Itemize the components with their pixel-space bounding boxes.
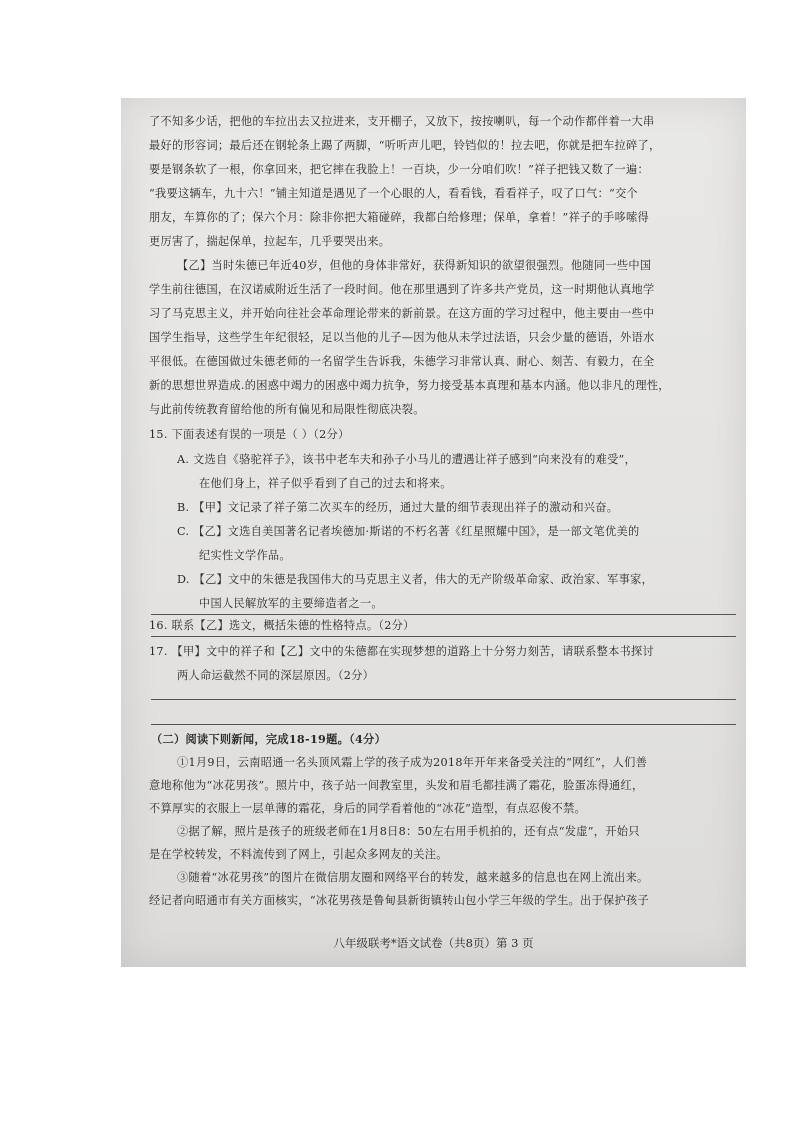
- passage-jia-line: “我要这辆车，九十六！”铺主知道是遇见了一个心眼的人，看看钱，看看祥子，叹了口气：“交个: [149, 187, 639, 200]
- q15-option-c-cont: 纪实性文学作品。: [199, 549, 291, 562]
- passage-jia-line: 要是钢条软了一根，你拿回来，把它摔在我脸上！一百块，少一分咱们吹！”祥子把钱又数了一遍：: [149, 163, 649, 176]
- passage-jia-line: 最好的形容词；最后还在钢轮条上踢了两脚，“听听声儿吧，铃铛似的！拉去吧，你就是把车拉碎了，: [149, 139, 661, 152]
- news-line: ①1月9日，云南昭通一名头顶风霜上学的孩子成为2018年开年来备受关注的“网红”，人们善: [177, 756, 648, 769]
- question-16-stem: 16. 联系【乙】选文，概括朱德的性格特点。（2分）: [149, 619, 415, 632]
- page-footer: 八年级联考*语文试卷（共8页）第 3 页: [333, 936, 534, 950]
- passage-jia-line: 朋友，车算你的了；保六个月：除非你把大箱碰碎，我都白给修理；保单，拿着！”祥子的手哆嗦得: [149, 211, 649, 224]
- passage-yi-line: 【乙】当时朱德已年近40岁，但他的身体非常好，获得新知识的欲望很强烈。他随同一些中国: [177, 259, 652, 272]
- answer-line: [151, 724, 736, 725]
- news-line: 经记者向昭通市有关方面核实，“冰花男孩是鲁甸县新街镇转山包小学三年级的学生。出于保护孩子: [149, 894, 649, 907]
- exam-page-photo: [121, 98, 746, 967]
- question-17-stem: 17. 【甲】文中的祥子和【乙】文中的朱德都在实现梦想的道路上十分努力刻苦，请联系整本书探讨: [149, 645, 655, 658]
- passage-yi-line: 与此前传统教育留给他的所有偏见和局限性彻底决裂。: [149, 403, 425, 416]
- passage-yi-line: 学生前往德国，在汉诺威附近生活了一段时间。他在那里遇到了许多共产党员，这一时期他认真地学: [149, 283, 655, 296]
- q15-option-d-cont: 中国人民解放军的主要缔造者之一。: [199, 597, 383, 610]
- news-line: 意地称他为“冰花男孩”。照片中，孩子站一间教室里，头发和眉毛都挂满了霜花，脸蛋冻得通红，: [149, 779, 644, 792]
- news-line: 不算厚实的衣服上一层单薄的霜花，身后的同学看着他的“冰花”造型，有点忍俊不禁。: [149, 802, 587, 815]
- passage-yi-line: 国学生指导，这些学生年纪很轻，足以当他的儿子—因为他从未学过法语，只会少量的德语，外语水: [149, 331, 655, 344]
- passage-yi-line: 习了马克思主义，并开始向往社会革命理论带来的新前景。在这方面的学习过程中，他主要由一些中: [149, 307, 655, 320]
- passage-jia-line: 了不知多少话，把他的车拉出去又拉进来，支开棚子，又放下，按按喇叭，每一个动作都伴着一大串: [149, 115, 655, 128]
- passage-yi-line: 新的思想世界造成.的困惑中竭力的困惑中竭力抗争，努力接受基本真理和基本内涵。他以非凡的理性，: [149, 379, 670, 392]
- section-2-heading: （二）阅读下则新闻，完成18-19题。（4分）: [151, 732, 387, 746]
- news-line: ②据了解，照片是孩子的班级老师在1月8日8：50左右用手机拍的，还有点“发虚”，开始只: [177, 825, 640, 838]
- q15-option-b: B. 【甲】文记录了祥子第二次买车的经历，通过大量的细节表现出祥子的激动和兴奋。: [177, 501, 619, 514]
- q15-option-a-cont: 在他们身上，祥子似乎看到了自己的过去和将来。: [199, 477, 452, 490]
- q15-option-c: C. 【乙】文选自美国著名记者埃德加·斯诺的不朽名著《红星照耀中国》，是一部文笔优美的: [177, 525, 640, 538]
- news-line: ③随着“冰花男孩”的图片在微信朋友圈和网络平台的转发，越来越多的信息也在网上流出来。: [177, 871, 649, 884]
- question-17-stem-cont: 两人命运截然不同的深层原因。（2分）: [177, 669, 375, 682]
- question-15-stem: 15. 下面表述有误的一项是（ ）（2分）: [149, 428, 350, 441]
- answer-line: [151, 636, 736, 637]
- q15-option-a: A. 文选自《骆驼祥子》，该书中老车夫和孙子小马儿的遭遇让祥子感到“向来没有的难受”，: [177, 453, 637, 466]
- q15-option-d: D. 【乙】文中的朱德是我国伟大的马克思主义者，伟大的无产阶级革命家、政治家、军事家，: [177, 573, 654, 586]
- answer-line: [151, 614, 736, 615]
- passage-jia-line: 更厉害了，揣起保单，拉起车，几乎要哭出来。: [149, 235, 391, 248]
- answer-line: [151, 699, 736, 700]
- news-line: 是在学校转发，不料流传到了网上，引起众多网友的关注。: [149, 848, 448, 861]
- passage-yi-line: 平很低。在德国做过朱德老师的一名留学生告诉我，朱德学习非常认真、耐心、刻苦、有毅力，在全: [149, 355, 655, 368]
